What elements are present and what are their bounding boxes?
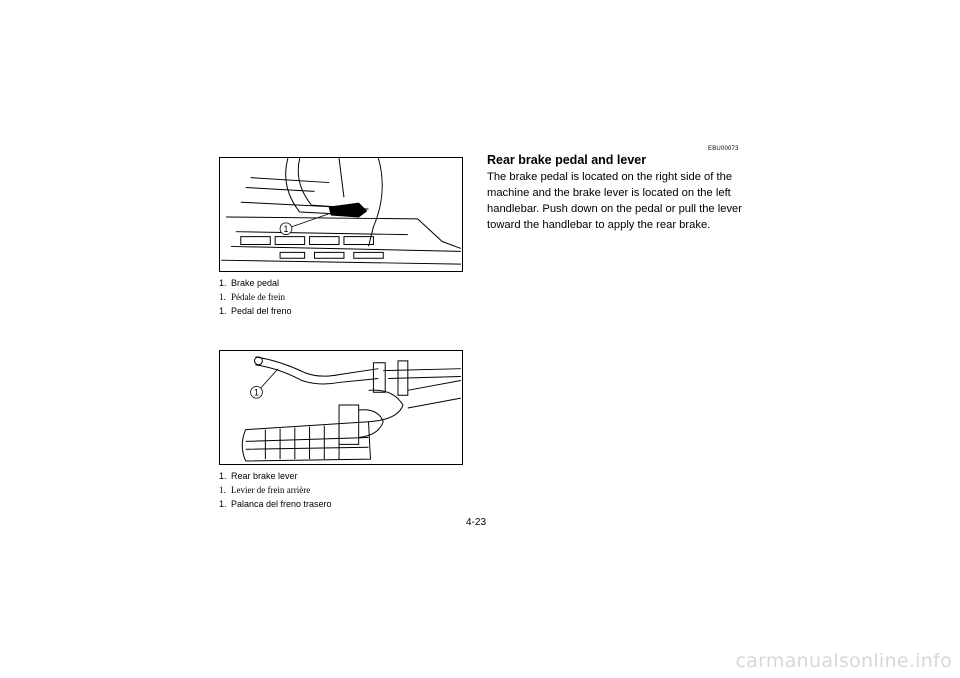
brake-pedal-caption: [219, 276, 292, 318]
section-body: The brake pedal is located on the right side of the machine and the brake lever is located on the left handlebar. Push down on the pedal or pull the lever toward the handlebar to apply the rear brake.: [487, 171, 743, 231]
page-number: 4-23: [466, 517, 487, 528]
brake-lever-caption: [219, 469, 332, 511]
brake-lever-figure: [219, 350, 463, 465]
brake-pedal-illustration: [220, 158, 462, 271]
watermark-text[interactable]: carmanualsonline.info: [735, 650, 952, 672]
callout-1: 1: [254, 387, 259, 398]
caption-fr: 1. Levier de frein arrière: [219, 485, 311, 495]
brake-lever-illustration: [220, 351, 462, 464]
caption-es: 1. Palanca del freno trasero: [219, 499, 332, 509]
caption-fr: 1. Pédale de frein: [219, 292, 285, 302]
caption-es: 1. Pedal del freno: [219, 306, 292, 316]
brake-pedal-figure: [219, 157, 463, 272]
caption-en: 1. Rear brake lever: [219, 471, 298, 481]
callout-1: 1: [283, 224, 289, 235]
caption-en: 1. Brake pedal: [219, 278, 280, 288]
section-code: EBU00073: [708, 146, 739, 152]
section-title: Rear brake pedal and lever: [487, 153, 647, 167]
